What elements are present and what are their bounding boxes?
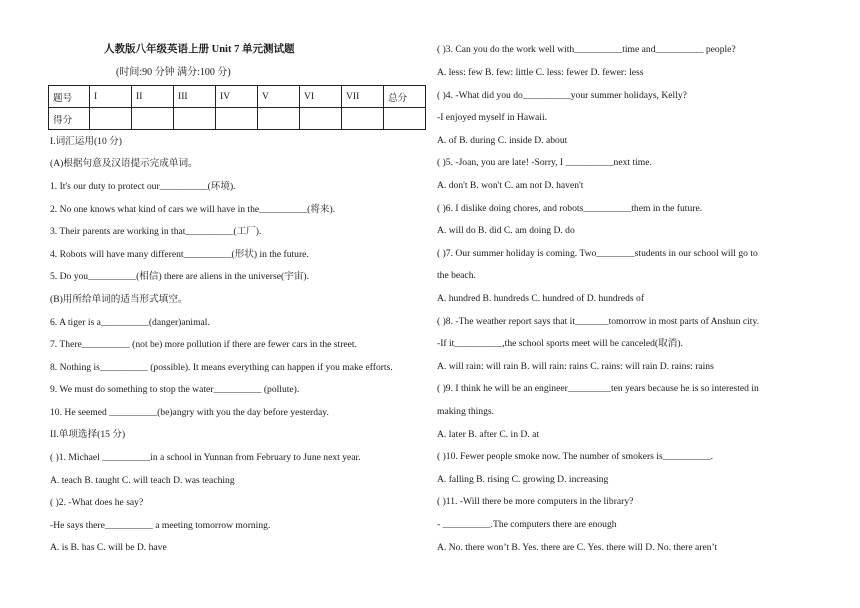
section-heading: II.单项选择(15 分): [50, 429, 126, 440]
score-table: [48, 85, 426, 130]
score-cell: 题号: [49, 86, 90, 108]
question-line: 2. No one knows what kind of cars we will have in the__________(将来).: [50, 204, 336, 215]
exam-info: (时间:90 分钟 满分:100 分): [116, 67, 231, 78]
question-line: ( )3. Can you do the work well with__________time and__________ people?: [437, 44, 736, 55]
score-cell: I: [90, 86, 132, 108]
question-line: ( )11. -Will there be more computers in the library?: [437, 496, 634, 507]
question-line: 7. There__________ (not be) more pollution if there are fewer cars in the street.: [50, 339, 357, 350]
option-line: A. will do B. did C. am doing D. do: [437, 225, 575, 236]
score-cell: VII: [342, 86, 384, 108]
score-cell: 得分: [49, 108, 90, 130]
question-line: ( )5. -Joan, you are late! -Sorry, I __________next time.: [437, 157, 652, 168]
question-line: -I enjoyed myself in Hawaii.: [437, 112, 548, 123]
score-cell: IV: [216, 86, 258, 108]
score-cell: [132, 108, 174, 130]
question-line: 3. Their parents are working in that__________(工厂).: [50, 226, 262, 237]
option-line: A. falling B. rising C. growing D. increasing: [437, 474, 609, 485]
question-line: ( )7. Our summer holiday is coming. Two________students in our school will go to: [437, 248, 758, 259]
score-cell: [90, 108, 132, 130]
option-line: A. later B. after C. in D. at: [437, 429, 540, 440]
question-line: -If it__________,the school sports meet will be canceled(取消).: [437, 338, 683, 349]
question-line: 9. We must do something to stop the water__________ (pollute).: [50, 384, 300, 395]
score-cell: III: [174, 86, 216, 108]
option-line: A. No. there won’t B. Yes. there are C. Yes. there will D. No. there aren’t: [437, 542, 718, 553]
option-line: A. less: few B. few: little C. less: fewer D. fewer: less: [437, 67, 644, 78]
option-line: A. teach B. taught C. will teach D. was teaching: [50, 475, 235, 486]
question-line: 5. Do you__________(相信) there are aliens in the universe(宇宙).: [50, 271, 309, 282]
question-line: ( )1. Michael __________in a school in Yunnan from February to June next year.: [50, 452, 361, 463]
score-cell: 总分: [384, 86, 426, 108]
score-table-header-row: [49, 86, 426, 108]
score-cell: [342, 108, 384, 130]
question-line: 8. Nothing is__________ (possible). It means everything can happen if you make efforts.: [50, 362, 393, 373]
question-line: -He says there__________ a meeting tomorrow morning.: [50, 520, 271, 531]
question-line: 10. He seemed __________(be)angry with you the day before yesterday.: [50, 407, 329, 418]
question-line: the beach.: [437, 270, 476, 281]
question-line: ( )2. -What does he say?: [50, 497, 144, 508]
option-line: A. will rain: will rain B. will rain: rains C. rains: will rain D. rains: rains: [437, 361, 714, 372]
score-table-score-row: [49, 108, 426, 130]
score-cell: V: [258, 86, 300, 108]
score-cell: [174, 108, 216, 130]
score-cell: [384, 108, 426, 130]
option-line: A. don't B. won't C. am not D. haven't: [437, 180, 584, 191]
question-line: ( )10. Fewer people smoke now. The number of smokers is__________.: [437, 451, 714, 462]
question-line: ( )4. -What did you do__________your summer holidays, Kelly?: [437, 90, 687, 101]
subsection-heading: (A)根据句意及汉语提示完成单词。: [50, 158, 198, 169]
score-cell: VI: [300, 86, 342, 108]
question-line: ( )9. I think he will be an engineer_________ten years because he is so interested in: [437, 383, 759, 394]
question-line: ( )8. -The weather report says that it_______tomorrow in most parts of Anshun city.: [437, 316, 760, 327]
score-cell: [216, 108, 258, 130]
question-line: ( )6. I dislike doing chores, and robots__________them in the future.: [437, 203, 703, 214]
subsection-heading: (B)用所给单词的适当形式填空。: [50, 294, 188, 305]
option-line: A. of B. during C. inside D. about: [437, 135, 568, 146]
question-line: making things.: [437, 406, 495, 417]
score-cell: II: [132, 86, 174, 108]
question-line: 4. Robots will have many different__________(形状) in the future.: [50, 249, 309, 260]
question-line: 6. A tiger is a__________(danger)animal.: [50, 317, 210, 328]
question-line: - __________.The computers there are enough: [437, 519, 617, 530]
score-cell: [258, 108, 300, 130]
section-heading: I.词汇运用(10 分): [50, 136, 122, 147]
option-line: A. is B. has C. will be D. have: [50, 542, 167, 553]
question-line: 1. It's our duty to protect our__________(环境).: [50, 181, 236, 192]
option-line: A. hundred B. hundreds C. hundred of D. hundreds of: [437, 293, 645, 304]
score-cell: [300, 108, 342, 130]
page-title: 人教版八年级英语上册 Unit 7 单元测试题: [104, 44, 295, 55]
